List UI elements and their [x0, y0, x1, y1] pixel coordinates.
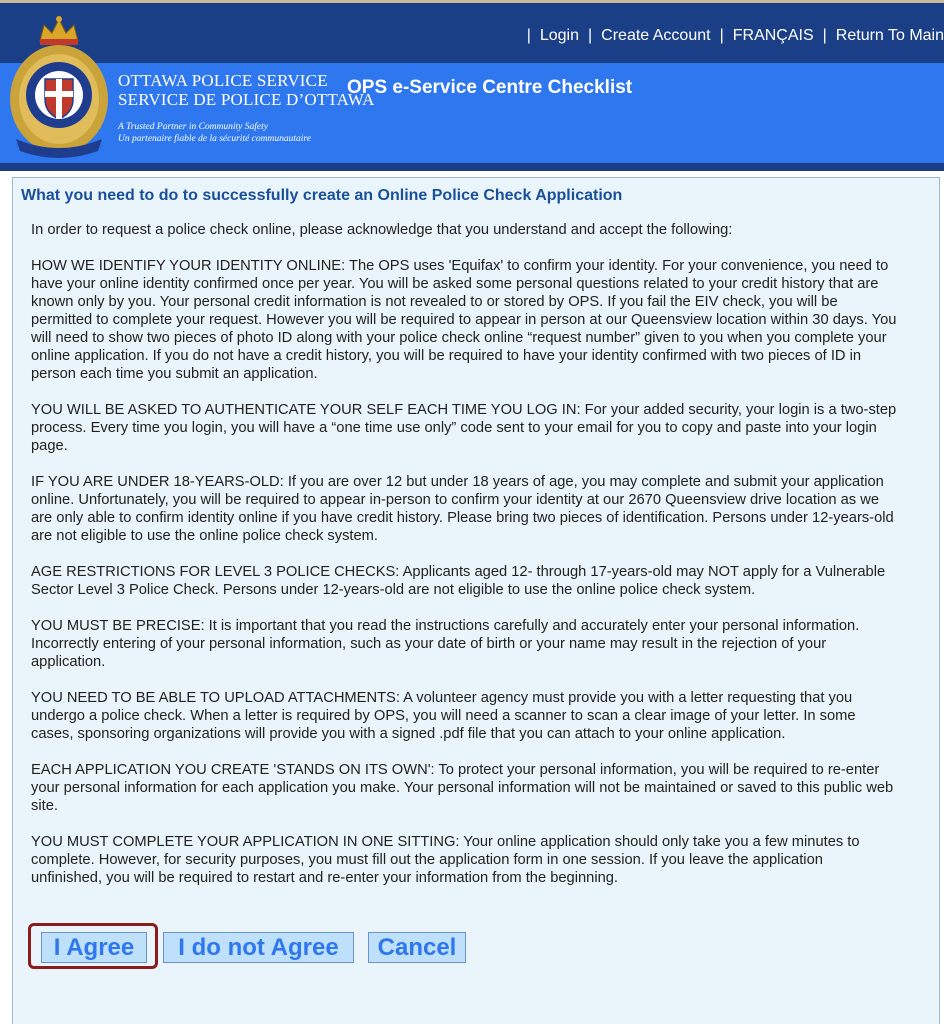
disagree-button[interactable]: I do not Agree [163, 932, 354, 963]
org-name-fr: SERVICE DE POLICE D’OTTAWA [118, 90, 375, 109]
org-name [118, 71, 375, 145]
agree-button[interactable]: I Agree [41, 932, 147, 963]
nav-separator: | [719, 27, 724, 44]
org-name-en: OTTAWA POLICE SERVICE [118, 71, 328, 90]
title-band-border [0, 163, 944, 171]
page-title: OPS e-Service Centre Checklist [347, 77, 633, 98]
one-sitting-paragraph: YOU MUST COMPLETE YOUR APPLICATION IN ONE SITTING: Your online application should only take you a few minutes to complete. However, for security purposes, you must fill out the application form in one session. If you leave the application unfinished, you will be required to restart and re-enter your information from the beginning. [31, 834, 860, 886]
login-link[interactable]: Login [539, 27, 580, 44]
return-to-main-link[interactable]: Return To Main [835, 27, 944, 44]
under-18-paragraph: IF YOU ARE UNDER 18-YEARS-OLD: If you are over 12 but under 18 years of age, you may complete and submit your application online. Unfortunately, you will be required to appear in-person to confirm your identity at our 2670 Queensview drive location as we are only able to confirm identity online if you have credit history. Please bring two pieces of identification. Persons under 12-years-old are not eligible to use the online police check system. [31, 474, 894, 544]
intro-paragraph: In order to request a police check online, please acknowledge that you understand and accept the following: [31, 222, 733, 238]
cancel-button[interactable]: Cancel [368, 932, 466, 963]
language-link[interactable]: FRANÇAIS [732, 27, 814, 44]
nav-separator: | [526, 27, 531, 44]
age-restrictions-paragraph: AGE RESTRICTIONS FOR LEVEL 3 POLICE CHECKS: Applicants aged 12- through 17-years-old may NOT apply for a Vulnerable Sector Level 3 Police Check. Persons under 12-years-old are not eligible to use the online police check system. [31, 564, 886, 598]
authenticate-paragraph: YOU WILL BE ASKED TO AUTHENTICATE YOUR SELF EACH TIME YOU LOG IN: For your added security, your login is a two-step process. Every time you login, you will have a “one time use only” code sent to your email for you to copy and paste into your login page. [31, 402, 897, 454]
attachments-paragraph: YOU NEED TO BE ABLE TO UPLOAD ATTACHMENTS: A volunteer agency must provide you with a letter requesting that you undergo a police check. When a letter is required by OPS, you will need a scanner to scan a clear image of your letter. In some cases, sponsoring organizations will provide you with a signed .pdf file that you can attach to your online application. [31, 690, 856, 742]
precise-paragraph: YOU MUST BE PRECISE: It is important that you read the instructions carefully and accurately enter your personal information. Incorrectly entering of your personal information, such as your date of birth or your name may result in the rejection of your application. [31, 618, 860, 670]
nav-separator: | [588, 27, 593, 44]
create-account-link[interactable]: Create Account [601, 27, 711, 44]
top-nav [518, 25, 944, 47]
nav-separator: | [822, 27, 827, 44]
checklist-panel [12, 177, 940, 1024]
tagline-en: A Trusted Partner in Community Safety [118, 122, 268, 132]
checklist-body [31, 221, 897, 905]
police-crest-icon [6, 11, 112, 159]
identify-paragraph: HOW WE IDENTIFY YOUR IDENTITY ONLINE: The OPS uses 'Equifax' to confirm your identity. For your convenience, you need to have your online identity confirmed once per year. You will be asked some personal questions related to your credit history that are known only by you. Your personal credit information is not revealed to or stored by OPS. If you fail the EIV check, you will be permitted to complete your request. However you will be required to appear in person at our Queensview location within 30 days. You will need to show two pieces of photo ID along with your police check online “request number” given to you when you complete your online application. If you do not have a credit history, you will be required to have your identity confirmed with two pieces of ID in person each time you submit an application. [31, 258, 897, 382]
tagline-fr: Un partenaire fiable de la sécurité communautaire [118, 134, 311, 144]
section-heading: What you need to do to successfully create an Online Police Check Application [21, 187, 623, 204]
top-bar [0, 0, 944, 63]
stands-alone-paragraph: EACH APPLICATION YOU CREATE 'STANDS ON ITS OWN': To protect your personal information, you will be required to re-enter your personal information for each application you make. Your personal information will not be maintained or saved to this public web site. [31, 762, 894, 814]
